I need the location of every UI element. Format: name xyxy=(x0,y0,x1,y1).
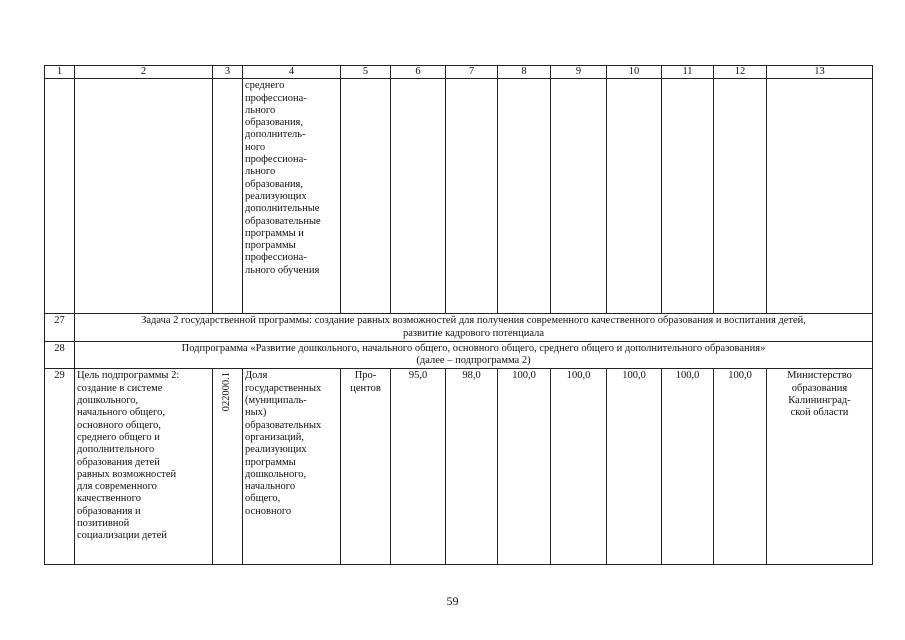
table-row-subprogram xyxy=(45,341,873,369)
table-cell xyxy=(662,79,714,314)
text-line: ской области xyxy=(790,407,849,419)
table-row-29 xyxy=(45,369,873,565)
text-line: социализации детей xyxy=(77,530,167,542)
text-line: Министерство xyxy=(787,370,852,382)
code-cell xyxy=(213,369,243,565)
value-cell: 100,0 xyxy=(607,369,662,565)
table-cell xyxy=(391,79,446,314)
value-cell: 100,0 xyxy=(551,369,607,565)
page-number: 59 xyxy=(446,594,459,608)
text-line: профессиона- xyxy=(245,154,307,166)
text-line: (муниципаль- xyxy=(245,395,307,407)
text-line: позитивной xyxy=(77,518,130,530)
col-header: 13 xyxy=(767,66,873,79)
text-line: программы xyxy=(245,456,296,468)
text-line: программы xyxy=(245,240,296,252)
text-line: основного xyxy=(245,505,292,517)
text-line: дошкольного, xyxy=(245,468,307,480)
executor-text xyxy=(769,370,870,419)
task-text xyxy=(77,315,870,340)
table-cell xyxy=(767,79,873,314)
col-header: 6 xyxy=(391,66,446,79)
text-line: образовательных xyxy=(245,419,322,431)
col-header: 1 xyxy=(45,66,75,79)
table-cell xyxy=(551,79,607,314)
table-cell xyxy=(341,79,391,314)
table-cell xyxy=(213,79,243,314)
unit-cell xyxy=(341,369,391,565)
text-line: начального общего, xyxy=(77,407,165,419)
table-cell xyxy=(446,79,498,314)
text-line: Подпрограмма «Развитие дошкольного, начального общего, основного общего, среднего общего и дополнительного образования» xyxy=(181,342,766,354)
text-line: развитие кадрового потенциала xyxy=(402,327,545,339)
text-line: ного xyxy=(245,141,266,153)
row-number: 29 xyxy=(45,369,75,565)
col-header: 4 xyxy=(243,66,341,79)
executor-cell xyxy=(767,369,873,565)
table-cell xyxy=(714,79,767,314)
table-cell xyxy=(75,79,213,314)
text-line: программы и xyxy=(245,227,304,239)
text-line: организаций, xyxy=(245,431,304,443)
text-line: льного обучения xyxy=(245,264,320,276)
row-number: 28 xyxy=(45,341,75,369)
text-line: образовательные xyxy=(245,215,321,227)
indicator-code: 022000.1 xyxy=(221,372,233,412)
subprogram-heading xyxy=(75,341,873,369)
text-line: образования, xyxy=(245,178,304,190)
text-line: начального xyxy=(245,481,296,493)
value-cell: 100,0 xyxy=(662,369,714,565)
text-line: для современного xyxy=(77,481,157,493)
text-line: дополнительного xyxy=(77,444,155,456)
goal-cell xyxy=(75,369,213,565)
indicator-text xyxy=(245,370,338,518)
row-number: 27 xyxy=(45,314,75,342)
subprogram-text xyxy=(77,343,870,368)
text-line: реализующих xyxy=(245,444,307,456)
text-line: качественного xyxy=(77,493,141,505)
text-line: образования и xyxy=(77,505,141,517)
value-cell: 98,0 xyxy=(446,369,498,565)
text-line: основного общего, xyxy=(77,419,162,431)
col-header: 12 xyxy=(714,66,767,79)
text-line: дополнительные xyxy=(245,203,320,215)
col-header: 10 xyxy=(607,66,662,79)
text-line: дополнитель- xyxy=(245,129,306,141)
indicator-cell xyxy=(243,79,341,314)
text-line: Про- xyxy=(354,370,377,382)
text-line: среднего xyxy=(245,80,285,92)
indicator-cell xyxy=(243,369,341,565)
text-line: профессиона- xyxy=(245,92,307,104)
table-cell xyxy=(498,79,551,314)
text-line: (далее – подпрограмма 2) xyxy=(416,355,531,367)
text-line: Доля xyxy=(245,370,268,382)
col-header: 3 xyxy=(213,66,243,79)
indicator-text xyxy=(245,80,338,277)
text-line: равных возможностей xyxy=(77,468,177,480)
table-row-continuation xyxy=(45,79,873,314)
text-line: Калининград- xyxy=(788,395,851,407)
text-line: Задача 2 государственной программы: создание равных возможностей для получения современного качественного образования и воспитания детей, xyxy=(141,315,806,327)
text-line: образования xyxy=(791,382,848,394)
col-header: 5 xyxy=(341,66,391,79)
col-header: 11 xyxy=(662,66,714,79)
text-line: профессиона- xyxy=(245,252,307,264)
text-line: центов xyxy=(350,382,381,394)
value-cell: 100,0 xyxy=(498,369,551,565)
text-line: создание в системе xyxy=(77,382,163,394)
text-line: государственных xyxy=(245,382,322,394)
text-line: Цель подпрограммы 2: xyxy=(77,370,180,382)
indicator-table xyxy=(44,65,873,565)
col-header: 9 xyxy=(551,66,607,79)
text-line: среднего общего и xyxy=(77,431,160,443)
text-line: дошкольного, xyxy=(77,395,139,407)
task-heading xyxy=(75,314,873,342)
table-cell xyxy=(607,79,662,314)
unit-text xyxy=(343,370,388,395)
table-row-task xyxy=(45,314,873,342)
text-line: льного xyxy=(245,166,276,178)
text-line: льного xyxy=(245,104,276,116)
column-number-row xyxy=(45,66,873,79)
text-line: реализующих xyxy=(245,190,307,202)
goal-text xyxy=(77,370,210,542)
text-line: образования детей xyxy=(77,456,160,468)
col-header: 2 xyxy=(75,66,213,79)
text-line: образования, xyxy=(245,117,304,129)
table-cell xyxy=(45,79,75,314)
value-cell: 100,0 xyxy=(714,369,767,565)
value-cell: 95,0 xyxy=(391,369,446,565)
col-header: 8 xyxy=(498,66,551,79)
col-header: 7 xyxy=(446,66,498,79)
text-line: ных) xyxy=(245,407,267,419)
text-line: общего, xyxy=(245,493,281,505)
